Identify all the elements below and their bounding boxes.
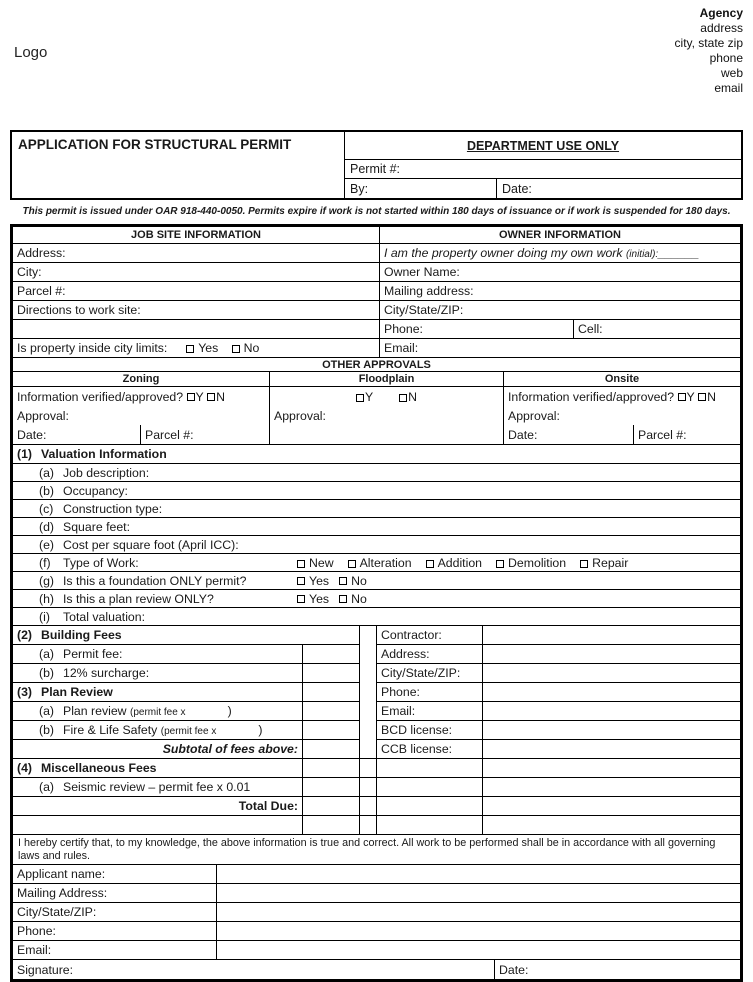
applicant-phone-label: Phone: <box>13 922 217 941</box>
owner-header: OWNER INFORMATION <box>380 227 741 244</box>
work-new-checkbox[interactable] <box>297 560 305 568</box>
ccb-license-label: CCB license: <box>377 740 483 759</box>
onsite-header: Onsite <box>504 372 741 387</box>
square-feet-field[interactable]: (d) Square feet: <box>13 518 741 536</box>
contractor-phone-field[interactable] <box>483 683 741 702</box>
spacer-cell <box>360 797 377 816</box>
owner-phone-field[interactable]: Phone: <box>380 320 574 339</box>
agency-phone: phone <box>709 51 743 65</box>
job-parcel-field[interactable]: Parcel #: <box>13 282 380 301</box>
contractor-csz-field[interactable] <box>483 664 741 683</box>
bcd-license-label: BCD license: <box>377 721 483 740</box>
work-demolition-checkbox[interactable] <box>496 560 504 568</box>
applicant-mailing-field[interactable] <box>217 884 741 903</box>
plan-review-yes-checkbox[interactable] <box>297 595 305 603</box>
seismic-review-label: (a) Seismic review – permit fee x 0.01 <box>13 778 303 797</box>
spacer-cell <box>360 816 377 835</box>
owner-mailing-field[interactable]: Mailing address: <box>380 282 741 301</box>
contractor-email-field[interactable] <box>483 702 741 721</box>
certification-text: I hereby certify that, to my knowledge, the above information is true and correct. All work to be performed shall be in accordance with all governing laws and rules. <box>13 835 741 865</box>
blank-cell <box>303 816 360 835</box>
applicant-email-field[interactable] <box>217 941 741 960</box>
title-block <box>10 130 743 200</box>
empty-cell[interactable] <box>377 797 483 816</box>
occupancy-field[interactable]: (b) Occupancy: <box>13 482 741 500</box>
onsite-approval-field[interactable]: Approval: <box>508 408 560 423</box>
fire-life-safety-label: (b) Fire & Life Safety (permit fee x ) <box>13 721 303 740</box>
contractor-email-label: Email: <box>377 702 483 721</box>
contractor-csz-label: City/State/ZIP: <box>377 664 483 683</box>
empty-cell[interactable] <box>377 759 483 778</box>
subtotal-amount-field[interactable] <box>303 740 360 759</box>
job-description-field[interactable]: (a) Job description: <box>13 464 741 482</box>
floodplain-yes-checkbox[interactable] <box>356 394 364 402</box>
empty-cell[interactable] <box>483 759 741 778</box>
plan-review-heading-amount-field[interactable] <box>303 683 360 702</box>
agency-contact-block <box>675 6 743 96</box>
foundation-only-row: (g) Is this a foundation ONLY permit? Yes No <box>13 572 741 590</box>
floodplain-approval-field[interactable]: Approval: <box>274 408 326 423</box>
blank-cell <box>483 816 741 835</box>
zoning-parcel-field[interactable]: Parcel #: <box>140 425 269 444</box>
zoning-approval-field[interactable]: Approval: <box>17 408 69 423</box>
total-due-label: Total Due: <box>13 797 303 816</box>
blank-cell <box>377 816 483 835</box>
other-approvals-table <box>12 357 741 445</box>
surcharge-label: (b) 12% surcharge: <box>13 664 303 683</box>
foundation-yes-checkbox[interactable] <box>297 577 305 585</box>
by-label: By: <box>350 181 369 196</box>
applicant-email-label: Email: <box>13 941 217 960</box>
plan-review-amount-field[interactable] <box>303 702 360 721</box>
agency-name: Agency <box>699 6 743 20</box>
agency-web: web <box>720 66 743 80</box>
agency-email: email <box>714 81 743 95</box>
bcd-license-field[interactable] <box>483 721 741 740</box>
owner-self-work-field[interactable]: I am the property owner doing my own work (initial):______ <box>380 244 741 263</box>
signature-date-field[interactable]: Date: <box>495 960 741 980</box>
onsite-approval-cell: Information verified/approved? Y N Approval: Date: Parcel #: <box>504 387 741 445</box>
agency-logo: Logo <box>14 44 48 61</box>
plan-review-heading: (3) Plan Review <box>13 683 303 702</box>
valuation-heading: (1) Valuation Information <box>13 445 741 464</box>
fees-spacer-column <box>360 626 377 759</box>
floodplain-no-checkbox[interactable] <box>399 394 407 402</box>
cost-per-sqft-field[interactable]: (e) Cost per square foot (April ICC): <box>13 536 741 554</box>
empty-cell[interactable] <box>377 778 483 797</box>
work-repair-checkbox[interactable] <box>580 560 588 568</box>
other-approvals-header: OTHER APPROVALS <box>13 358 741 372</box>
signature-field[interactable]: Signature: <box>13 960 495 980</box>
valuation-table <box>12 444 741 626</box>
applicant-table <box>12 864 741 960</box>
misc-fees-heading: (4) Miscellaneous Fees <box>13 759 303 778</box>
form-body <box>10 224 743 982</box>
initial-blank[interactable]: ______ <box>658 246 700 260</box>
empty-cell[interactable] <box>483 797 741 816</box>
city-limits-row: Is property inside city limits: Yes No <box>13 339 380 358</box>
applicant-csz-field[interactable] <box>217 903 741 922</box>
city-limits-yes-checkbox[interactable] <box>186 345 194 353</box>
ccb-license-field[interactable] <box>483 740 741 759</box>
misc-heading-amount-field[interactable] <box>303 759 360 778</box>
city-limits-no-checkbox[interactable] <box>232 345 240 353</box>
seismic-amount-field[interactable] <box>303 778 360 797</box>
initial-label: (initial): <box>625 249 659 260</box>
applicant-phone-field[interactable] <box>217 922 741 941</box>
applicant-csz-label: City/State/ZIP: <box>13 903 217 922</box>
fire-life-amount-field[interactable] <box>303 721 360 740</box>
floodplain-header: Floodplain <box>270 372 504 387</box>
floodplain-approval-cell: Y N Approval: <box>270 387 504 445</box>
zoning-verified-yes-checkbox[interactable] <box>187 393 195 401</box>
fees-contractor-table <box>12 625 741 835</box>
onsite-date-field[interactable]: Date: <box>508 427 538 442</box>
building-fees-heading: (2) Building Fees <box>13 626 360 645</box>
permit-fee-amount-field[interactable] <box>303 645 360 664</box>
job-address-field[interactable]: Address: <box>13 244 380 263</box>
department-use-heading: DEPARTMENT USE ONLY <box>345 132 741 160</box>
work-addition-checkbox[interactable] <box>426 560 434 568</box>
certification-table <box>12 834 741 865</box>
department-use-block <box>345 132 741 198</box>
zoning-header: Zoning <box>13 372 270 387</box>
construction-type-field[interactable]: (c) Construction type: <box>13 500 741 518</box>
owner-name-field[interactable]: Owner Name: <box>380 263 741 282</box>
surcharge-amount-field[interactable] <box>303 664 360 683</box>
owner-cell-field[interactable]: Cell: <box>574 320 741 339</box>
permit-number-field[interactable] <box>400 160 741 178</box>
blank-cell <box>13 816 303 835</box>
permit-fee-label: (a) Permit fee: <box>13 645 303 664</box>
contractor-address-label: Address: <box>377 645 483 664</box>
job-directions-continuation-field[interactable] <box>13 320 380 339</box>
total-due-amount-field[interactable] <box>303 797 360 816</box>
permit-notice: This permit is issued under OAR 918-440-0050. Permits expire if work is not started within 180 days of issuance or if work is suspended for 180 days. <box>22 206 731 217</box>
agency-address: address <box>700 21 743 35</box>
contractor-phone-label: Phone: <box>377 683 483 702</box>
owner-csz-field[interactable]: City/State/ZIP: <box>380 301 741 320</box>
onsite-verified-no-checkbox[interactable] <box>698 393 706 401</box>
contractor-name-label: Contractor: <box>377 626 483 645</box>
permit-number-label: Permit #: <box>350 162 401 176</box>
zoning-verified-no-checkbox[interactable] <box>207 393 215 401</box>
agency-city-state-zip: city, state zip <box>674 36 743 50</box>
job-site-header: JOB SITE INFORMATION <box>13 227 380 244</box>
applicant-name-field[interactable] <box>217 865 741 884</box>
spacer-cell <box>360 759 377 778</box>
subtotal-label: Subtotal of fees above: <box>13 740 303 759</box>
onsite-verified-yes-checkbox[interactable] <box>678 393 686 401</box>
zoning-approval-cell: Information verified/approved? Y N Approval: Date: Parcel #: <box>13 387 270 445</box>
foundation-no-checkbox[interactable] <box>339 577 347 585</box>
form-title: APPLICATION FOR STRUCTURAL PERMIT <box>12 132 345 198</box>
contractor-address-field[interactable] <box>483 645 741 664</box>
by-field[interactable] <box>368 179 496 198</box>
job-directions-field[interactable]: Directions to work site: <box>13 301 380 320</box>
empty-cell[interactable] <box>483 778 741 797</box>
zoning-date-field[interactable]: Date: <box>17 427 47 442</box>
date-label: Date: <box>502 181 532 196</box>
plan-review-only-row: (h) Is this a plan review ONLY? Yes No <box>13 590 741 608</box>
total-valuation-field[interactable]: (i) Total valuation: <box>13 608 741 626</box>
onsite-parcel-field[interactable]: Parcel #: <box>633 425 740 444</box>
owner-email-field[interactable]: Email: <box>380 339 741 358</box>
type-of-work-row: (f) Type of Work: New Alteration Addition Demolition Repair <box>13 554 741 572</box>
job-city-field[interactable]: City: <box>13 263 380 282</box>
spacer-cell <box>360 778 377 797</box>
applicant-mailing-label: Mailing Address: <box>13 884 217 903</box>
job-owner-table <box>12 226 741 358</box>
contractor-name-field[interactable] <box>483 626 741 645</box>
plan-review-no-checkbox[interactable] <box>339 595 347 603</box>
date-field[interactable] <box>532 179 741 198</box>
work-alteration-checkbox[interactable] <box>348 560 356 568</box>
applicant-name-label: Applicant name: <box>13 865 217 884</box>
plan-review-fee-label: (a) Plan review (permit fee x ) <box>13 702 303 721</box>
signature-table <box>12 959 741 980</box>
